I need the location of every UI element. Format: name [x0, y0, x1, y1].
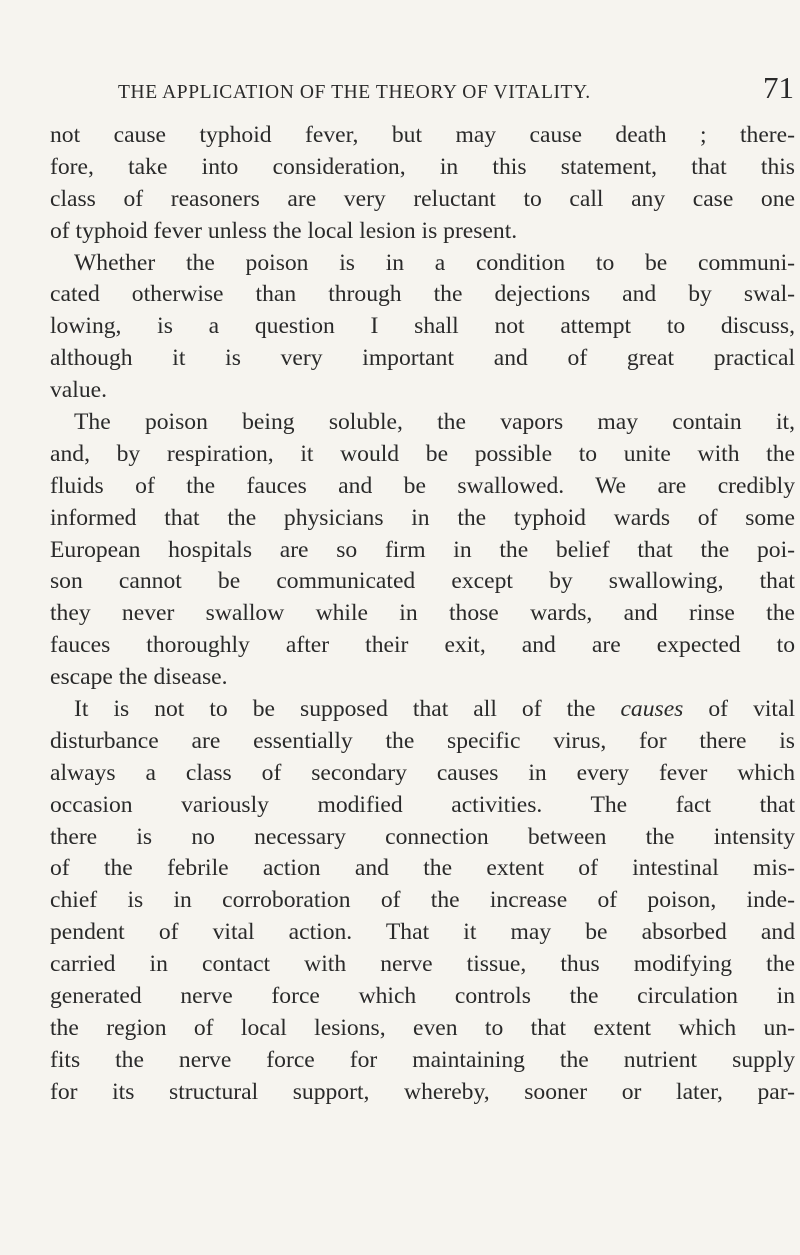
text-line [50, 694, 795, 726]
running-head [118, 72, 794, 112]
text-line: fits the nerve force for maintaining the nutrient supply [50, 1046, 795, 1073]
text-line: lowing, is a question I shall not attempt to discuss, [50, 313, 795, 340]
text-run: of vital [683, 696, 795, 723]
italic-term: causes [620, 696, 684, 723]
paragraph [50, 407, 795, 694]
text-line: for its structural support, whereby, sooner or later, par- [50, 1078, 795, 1105]
text-line: escape the disease. [50, 664, 228, 691]
text-line: fluids of the fauces and be swallowed. We are credibly [50, 472, 795, 499]
page-number: 71 [763, 70, 794, 105]
text-line: cated otherwise than through the dejections and by swal- [50, 281, 795, 308]
text-line: class of reasoners are very reluctant to call any case one [50, 185, 795, 212]
text-line: Whether the poison is in a condition to be communi- [74, 249, 795, 276]
text-run: It is not to be supposed that all of the [74, 696, 621, 723]
text-line: the region of local lesions, even to that extent which un- [50, 1014, 795, 1041]
text-line: informed that the physicians in the typhoid wards of some [50, 504, 795, 531]
text-line: fauces thoroughly after their exit, and are expected to [50, 632, 795, 659]
paragraph [50, 248, 795, 407]
paragraph [50, 120, 795, 248]
text-line: son cannot be communicated except by swallowing, that [50, 568, 795, 595]
text-line: not cause typhoid fever, but may cause death ; there- [50, 122, 795, 148]
running-title: THE APPLICATION OF THE THEORY OF VITALITY. [118, 82, 591, 103]
text-line: The poison being soluble, the vapors may contain it, [74, 409, 795, 436]
text-line: of typhoid fever unless the local lesion is present. [50, 217, 518, 244]
text-line: of the febrile action and the extent of intestinal mis- [50, 855, 795, 882]
text-line: chief is in corroboration of the increase of poison, inde- [50, 887, 795, 914]
text-line: always a class of secondary causes in every fever which [50, 759, 795, 786]
text-line: European hospitals are so firm in the belief that the poi- [50, 536, 795, 563]
text-line: pendent of vital action. That it may be absorbed and [50, 919, 795, 946]
text-line: there is no necessary connection between the intensity [50, 823, 795, 850]
text-line: disturbance are essentially the specific virus, for there is [50, 727, 795, 754]
text-line: and, by respiration, it would be possible to unite with the [50, 440, 795, 467]
text-line: value. [50, 377, 107, 404]
text-line: carried in contact with nerve tissue, thus modifying the [50, 951, 795, 978]
text-line: they never swallow while in those wards, and rinse the [50, 600, 795, 627]
text-line: generated nerve force which controls the circulation in [50, 983, 795, 1010]
body-text [50, 120, 795, 1109]
text-line: although it is very important and of great practical [50, 345, 795, 372]
text-line: fore, take into consideration, in this statement, that this [50, 153, 795, 180]
text-line: occasion variously modified activities. The fact that [50, 791, 795, 818]
paragraph [50, 694, 795, 1109]
